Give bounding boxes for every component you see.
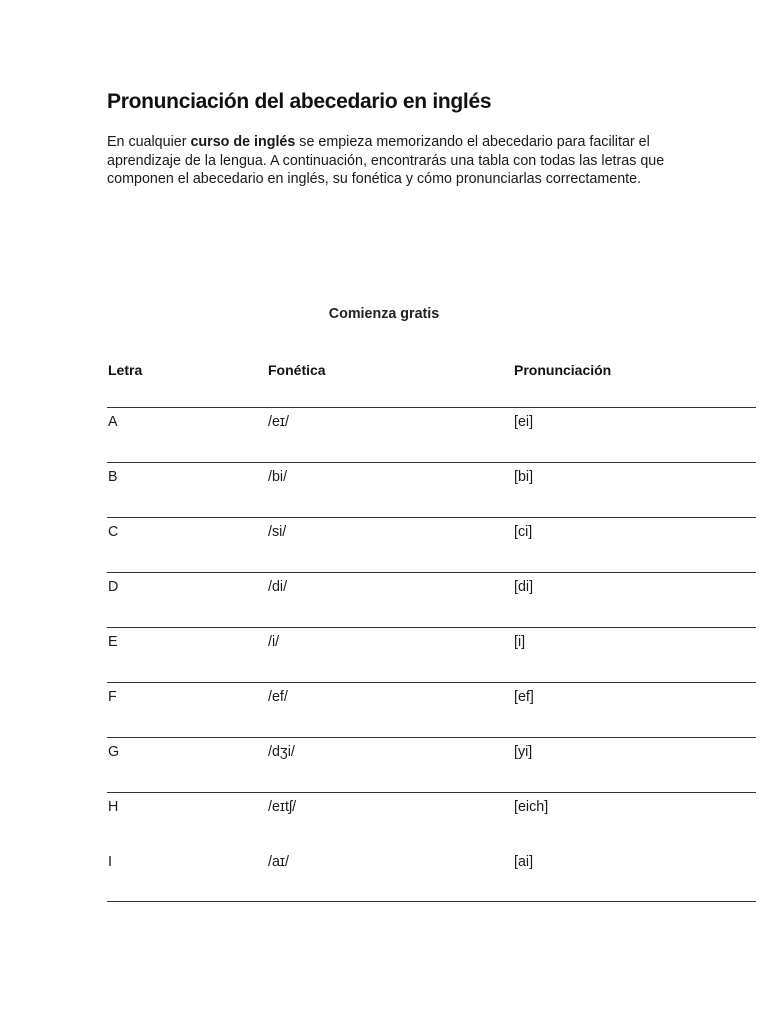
- cell-letter: F: [108, 689, 117, 705]
- cell-letter: G: [108, 744, 120, 760]
- cell-letter: D: [108, 579, 119, 595]
- table-header-row: [107, 352, 756, 408]
- table-row: [107, 408, 756, 463]
- header-letter: Letra: [108, 362, 143, 378]
- alphabet-table: [107, 352, 756, 902]
- table-row: [107, 573, 756, 628]
- cell-pronunciation: [eich]: [514, 799, 549, 815]
- cell-phonetic: /eɪtʃ/: [268, 799, 297, 815]
- cell-phonetic: /i/: [268, 634, 280, 650]
- table-row: [107, 628, 756, 683]
- cell-phonetic: /dʒi/: [268, 744, 295, 760]
- cell-letter: B: [108, 469, 118, 485]
- cell-letter: I: [108, 854, 112, 870]
- cell-phonetic: /eɪ/: [268, 414, 289, 430]
- table-row: [107, 793, 756, 902]
- intro-prefix: En cualquier: [107, 134, 191, 150]
- cell-pronunciation: [yi]: [514, 744, 533, 760]
- header-pronunciation: Pronunciación: [514, 362, 612, 378]
- intro-paragraph: [107, 133, 667, 189]
- cell-phonetic: /si/: [268, 524, 287, 540]
- cell-phonetic: /ef/: [268, 689, 288, 705]
- cell-pronunciation: [ef]: [514, 689, 534, 705]
- cell-pronunciation: [di]: [514, 579, 534, 595]
- table-row: [107, 463, 756, 518]
- cell-pronunciation: [bi]: [514, 469, 534, 485]
- intro-suffix: se empieza memorizando el abecedario para facilitar el aprendizaje de la lengua. A continuación, encontrarás una tabla con todas las letras que componen el abecedario en inglés, su fonética y cómo pronunciarlas correctamente.: [107, 134, 665, 188]
- cell-pronunciation: [i]: [514, 634, 526, 650]
- cell-letter: A: [108, 414, 118, 430]
- cell-pronunciation: [ei]: [514, 414, 534, 430]
- cell-letter: H: [108, 799, 119, 815]
- intro-bold-link: curso de inglés: [190, 134, 296, 150]
- header-phonetic: Fonética: [268, 362, 326, 378]
- table-row: [107, 738, 756, 793]
- cell-pronunciation: [ai]: [514, 854, 534, 870]
- cell-letter: E: [108, 634, 118, 650]
- cell-phonetic: /bi/: [268, 469, 288, 485]
- cell-letter: C: [108, 524, 119, 540]
- cell-phonetic: /aɪ/: [268, 854, 289, 870]
- table-row: [107, 518, 756, 573]
- page-title: Pronunciación del abecedario en inglés: [107, 90, 492, 113]
- start-free-button[interactable]: Comienza gratis: [328, 306, 440, 322]
- cell-phonetic: /di/: [268, 579, 288, 595]
- table-row: [107, 683, 756, 738]
- cell-pronunciation: [ci]: [514, 524, 533, 540]
